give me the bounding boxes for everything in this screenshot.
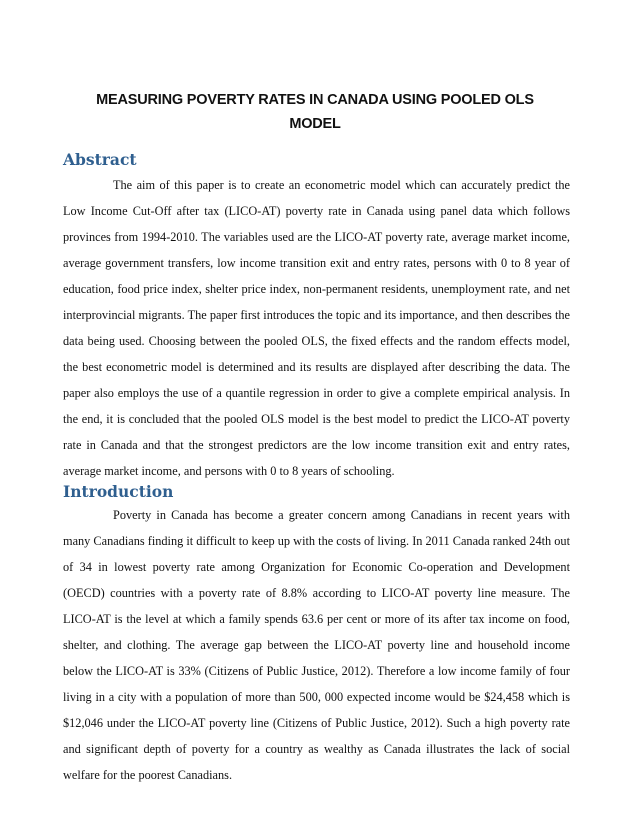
introduction-paragraph: Poverty in Canada has become a greater concern among Canadians in recent years with many Canadians finding it difficult to keep up with the costs of living. In 2011 Canada ranked 24th out of 34 in lowest poverty rate among Organization for Economic Co-operation and Development (OECD) countries with a poverty rate of 8.8% according to LICO-AT poverty line measure. The LICO-AT is the level at which a family spends 63.6 per cent or more of its after tax income on food, shelter, and clothing. The average gap between the LICO-AT poverty line and household income below the LICO-AT is 33% (Citizens of Public Justice, 2012). Therefore a low income family of four living in a city with a population of more than 500, 000 expected income would be $24,458 which is $12,046 under the LICO-AT poverty line (Citizens of Public Justice, 2012). Such a high poverty rate and significant depth of poverty for a country as wealthy as Canada illustrates the lack of social welfare for the poorest Canadians.: [63, 508, 570, 782]
paper-title-line-1: MEASURING POVERTY RATES IN CANADA USING POOLED OLS: [96, 92, 534, 108]
introduction-heading: Introduction: [63, 482, 174, 501]
abstract-paragraph: The aim of this paper is to create an econometric model which can accurately predict the Low Income Cut-Off after tax (LICO-AT) poverty rate in Canada using panel data which follows provinces from 1994-2010. The variables used are the LICO-AT poverty rate, average market income, average government transfers, low income transition exit and entry rates, persons with 0 to 8 year of education, food price index, shelter price index, non-permanent residents, unemployment rate, and net interprovincial migrants. The paper first introduces the topic and its importance, and then describes the data being used. Choosing between the pooled OLS, the fixed effects and the random effects model, the best econometric model is determined and its results are displayed after describing the data. The paper also employs the use of a quantile regression in order to give a complete empirical analysis. In the end, it is concluded that the pooled OLS model is the best model to predict the LICO-AT poverty rate in Canada and that the strongest predictors are the low income transition exit and entry rates, average market income, and persons with 0 to 8 years of schooling.: [63, 178, 570, 478]
paper-title: [70, 88, 560, 136]
paper-title-line-2: MODEL: [289, 116, 341, 132]
abstract-heading: Abstract: [63, 150, 137, 169]
